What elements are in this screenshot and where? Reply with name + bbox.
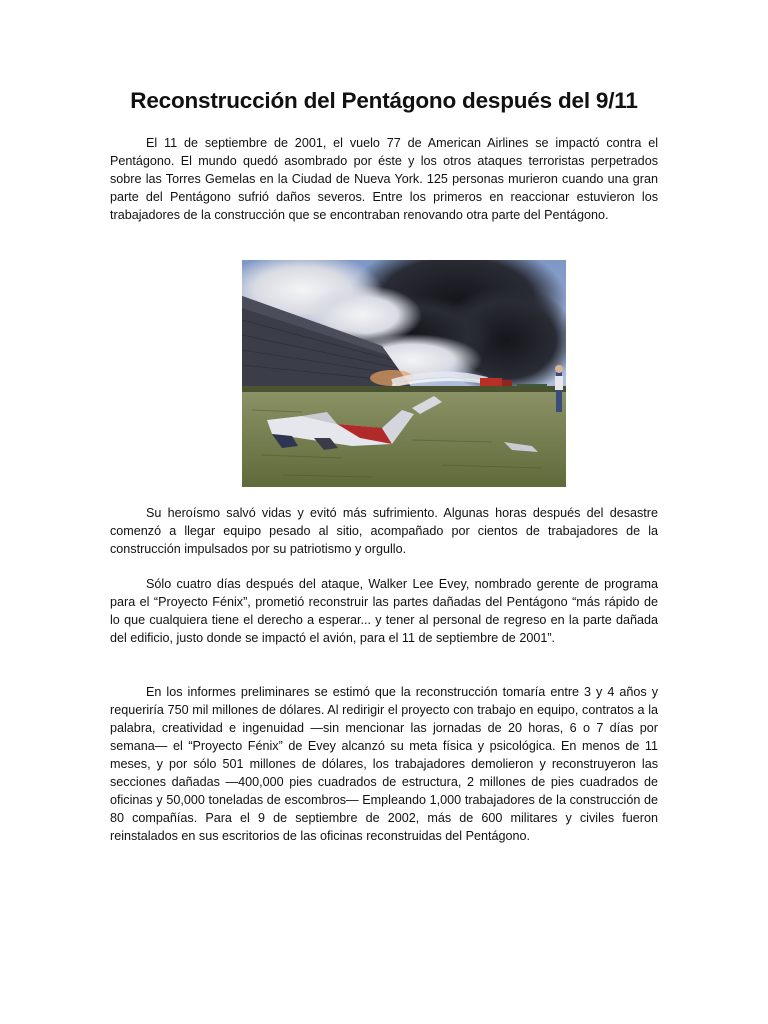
paragraph-3: Sólo cuatro días después del ataque, Walker Lee Evey, nombrado gerente de programa para el “Proyecto Fénix”, prometió reconstruir las partes dañadas del Pentágono “más rápido de lo que cualquiera tiene el derecho a esperar... y tener al personal de regreso en la parte dañada del edificio, justo donde se impactó el avión, para el 11 de septiembre de 2001”. (110, 577, 658, 645)
pentagon-fire-photo (242, 260, 566, 487)
document-title: Reconstrucción del Pentágono después del 9/11 (130, 88, 638, 113)
paragraph-1: El 11 de septiembre de 2001, el vuelo 77 de American Airlines se impactó contra el Pentágono. El mundo quedó asombrado por éste y los otros ataques terroristas perpetrados sobre las Torres Gemelas en la Ciudad de Nueva York. 125 personas murieron cuando una gran parte del Pentágono sufrió daños severos. Entre los primeros en reaccionar estuvieron los trabajadores de la construcción que se encontraban renovando otra parte del Pentágono. (110, 136, 658, 222)
paragraph-2: Su heroísmo salvó vidas y evitó más sufrimiento. Algunas horas después del desastre comenzó a llegar equipo pesado al sitio, acompañado por cientos de trabajadores de la construcción impulsados por su patriotismo y orgullo. (110, 506, 658, 556)
paragraph-4: En los informes preliminares se estimó que la reconstrucción tomaría entre 3 y 4 años y requeriría 750 mil millones de dólares. Al redirigir el proyecto con trabajo en equipo, contratos a la palabra, creatividad e ingenuidad —sin mencionar las jornadas de 20 horas, 6 o 7 días por semana— el “Proyecto Fénix” de Evey alcanzó su meta física y psicológica. En menos de 11 meses, y por sólo 501 millones de dólares, los trabajadores demolieron y reconstruyeron las secciones dañadas —400,000 pies cuadrados de estructura, 2 millones de pies cuadrados de oficinas y 50,000 toneladas de escombros— Empleando 1,000 trabajadores de la construcción de 80 compañías. Para el 9 de septiembre de 2002, más de 600 militares y civiles fueron reinstalados en sus escritorios de las oficinas reconstruidas del Pentágono. (110, 685, 658, 843)
